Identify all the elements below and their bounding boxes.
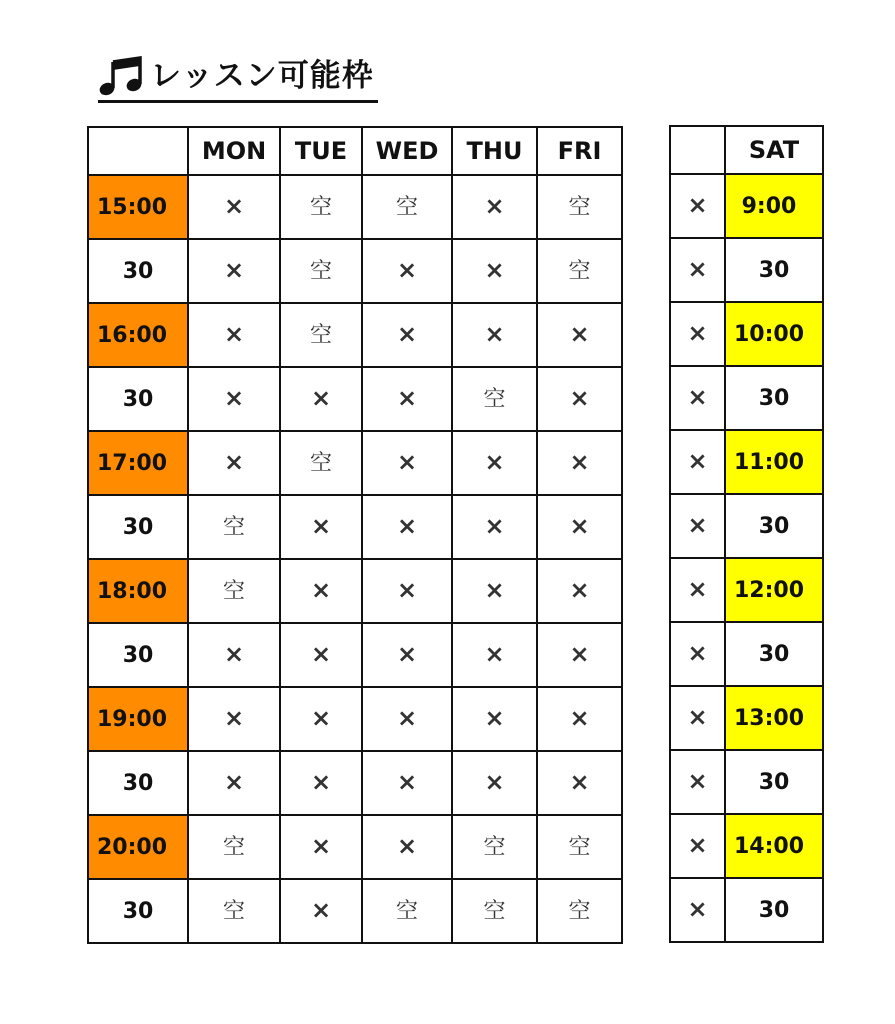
table-row bbox=[670, 558, 823, 622]
unavailable-mark: × bbox=[223, 768, 245, 796]
table-row bbox=[670, 174, 823, 238]
saturday-header-row bbox=[670, 126, 823, 174]
table-row bbox=[88, 239, 622, 303]
slot-cell bbox=[280, 239, 362, 303]
table-row bbox=[88, 559, 622, 623]
unavailable-mark: × bbox=[396, 512, 418, 540]
slot-cell bbox=[537, 751, 622, 815]
slot-cell bbox=[188, 303, 280, 367]
slot-cell bbox=[537, 687, 622, 751]
unavailable-mark: × bbox=[687, 447, 708, 475]
unavailable-mark: × bbox=[687, 895, 708, 923]
weekday-header-row bbox=[88, 127, 622, 175]
unavailable-mark: × bbox=[687, 703, 708, 731]
hour-time-cell: 13:00 bbox=[725, 686, 823, 750]
slot-cell bbox=[452, 815, 537, 879]
slot-cell bbox=[537, 367, 622, 431]
slot-cell bbox=[537, 559, 622, 623]
slot-cell bbox=[670, 302, 725, 366]
unavailable-mark: × bbox=[396, 384, 418, 412]
unavailable-mark: × bbox=[223, 256, 245, 284]
slot-cell bbox=[452, 623, 537, 687]
slot-cell bbox=[280, 623, 362, 687]
slot-cell bbox=[362, 687, 452, 751]
unavailable-mark: × bbox=[484, 512, 505, 540]
unavailable-mark: × bbox=[223, 192, 245, 220]
unavailable-mark: × bbox=[310, 512, 332, 540]
header-corner-cell bbox=[88, 127, 188, 175]
open-slot-mark: 空 bbox=[309, 194, 332, 220]
slot-cell bbox=[670, 558, 725, 622]
day-header-thu: THU bbox=[452, 127, 537, 175]
day-header-mon: MON bbox=[188, 127, 280, 175]
hour-time-cell: 12:00 bbox=[725, 558, 823, 622]
slot-cell bbox=[188, 623, 280, 687]
slot-cell bbox=[362, 623, 452, 687]
slot-cell bbox=[280, 879, 362, 943]
open-slot-mark: 空 bbox=[395, 194, 418, 220]
unavailable-mark: × bbox=[687, 191, 708, 219]
slot-cell bbox=[188, 815, 280, 879]
slot-cell bbox=[452, 687, 537, 751]
slot-cell bbox=[670, 238, 725, 302]
unavailable-mark: × bbox=[484, 192, 505, 220]
slot-cell bbox=[188, 879, 280, 943]
slot-cell bbox=[280, 495, 362, 559]
half-hour-time-cell: 30 bbox=[88, 879, 188, 943]
slot-cell bbox=[280, 751, 362, 815]
slot-cell bbox=[670, 878, 725, 942]
unavailable-mark: × bbox=[310, 384, 332, 412]
unavailable-mark: × bbox=[223, 448, 245, 476]
slot-cell bbox=[362, 751, 452, 815]
hour-time-cell: 20:00 bbox=[88, 815, 188, 879]
unavailable-mark: × bbox=[484, 768, 505, 796]
title-text: レッスン可能枠 bbox=[150, 58, 374, 94]
unavailable-mark: × bbox=[569, 384, 590, 412]
open-slot-mark: 空 bbox=[222, 898, 245, 924]
table-row bbox=[670, 366, 823, 430]
unavailable-mark: × bbox=[484, 640, 505, 668]
table-row bbox=[88, 879, 622, 943]
table-row bbox=[670, 686, 823, 750]
open-slot-mark: 空 bbox=[568, 258, 591, 284]
header-corner-cell bbox=[670, 126, 725, 174]
slot-cell bbox=[452, 431, 537, 495]
slot-cell bbox=[452, 559, 537, 623]
unavailable-mark: × bbox=[569, 640, 590, 668]
slot-cell bbox=[537, 303, 622, 367]
unavailable-mark: × bbox=[310, 832, 332, 860]
table-row bbox=[670, 622, 823, 686]
slot-cell bbox=[280, 367, 362, 431]
page-title bbox=[98, 52, 378, 103]
unavailable-mark: × bbox=[396, 576, 418, 604]
hour-time-cell: 11:00 bbox=[725, 430, 823, 494]
slot-cell bbox=[188, 239, 280, 303]
open-slot-mark: 空 bbox=[222, 834, 245, 860]
unavailable-mark: × bbox=[396, 256, 418, 284]
table-row bbox=[88, 431, 622, 495]
open-slot-mark: 空 bbox=[568, 194, 591, 220]
unavailable-mark: × bbox=[687, 831, 708, 859]
unavailable-mark: × bbox=[310, 768, 332, 796]
unavailable-mark: × bbox=[396, 448, 418, 476]
unavailable-mark: × bbox=[310, 704, 332, 732]
slot-cell bbox=[362, 239, 452, 303]
slot-cell bbox=[280, 815, 362, 879]
unavailable-mark: × bbox=[687, 767, 708, 795]
slot-cell bbox=[362, 367, 452, 431]
slot-cell bbox=[537, 175, 622, 239]
slot-cell bbox=[452, 495, 537, 559]
slot-cell bbox=[452, 175, 537, 239]
day-header-sat: SAT bbox=[725, 126, 823, 174]
table-row bbox=[88, 303, 622, 367]
slot-cell bbox=[188, 367, 280, 431]
unavailable-mark: × bbox=[310, 576, 332, 604]
slot-cell bbox=[452, 303, 537, 367]
slot-cell bbox=[537, 239, 622, 303]
half-hour-time-cell: 30 bbox=[725, 238, 823, 302]
slot-cell bbox=[188, 431, 280, 495]
slot-cell bbox=[670, 750, 725, 814]
day-header-fri: FRI bbox=[537, 127, 622, 175]
open-slot-mark: 空 bbox=[483, 834, 506, 860]
table-row bbox=[88, 367, 622, 431]
unavailable-mark: × bbox=[396, 640, 418, 668]
unavailable-mark: × bbox=[569, 704, 590, 732]
slot-cell bbox=[670, 814, 725, 878]
slot-cell bbox=[537, 623, 622, 687]
slot-cell bbox=[188, 495, 280, 559]
table-row bbox=[670, 238, 823, 302]
unavailable-mark: × bbox=[223, 384, 245, 412]
open-slot-mark: 空 bbox=[568, 898, 591, 924]
slot-cell bbox=[452, 239, 537, 303]
hour-time-cell: 15:00 bbox=[88, 175, 188, 239]
table-row bbox=[670, 302, 823, 366]
half-hour-time-cell: 30 bbox=[88, 495, 188, 559]
slot-cell bbox=[188, 751, 280, 815]
open-slot-mark: 空 bbox=[483, 898, 506, 924]
table-row bbox=[670, 494, 823, 558]
slot-cell bbox=[537, 879, 622, 943]
unavailable-mark: × bbox=[569, 512, 590, 540]
table-row bbox=[88, 175, 622, 239]
slot-cell bbox=[280, 431, 362, 495]
open-slot-mark: 空 bbox=[568, 834, 591, 860]
hour-time-cell: 10:00 bbox=[725, 302, 823, 366]
slot-cell bbox=[362, 175, 452, 239]
open-slot-mark: 空 bbox=[222, 514, 245, 540]
saturday-schedule-table bbox=[669, 125, 824, 943]
unavailable-mark: × bbox=[484, 704, 505, 732]
slot-cell bbox=[280, 175, 362, 239]
slot-cell bbox=[670, 622, 725, 686]
slot-cell bbox=[280, 303, 362, 367]
half-hour-time-cell: 30 bbox=[88, 239, 188, 303]
hour-time-cell: 16:00 bbox=[88, 303, 188, 367]
music-note-icon bbox=[98, 54, 146, 98]
half-hour-time-cell: 30 bbox=[88, 751, 188, 815]
open-slot-mark: 空 bbox=[309, 322, 332, 348]
slot-cell bbox=[188, 687, 280, 751]
hour-time-cell: 17:00 bbox=[88, 431, 188, 495]
hour-time-cell: 9:00 bbox=[725, 174, 823, 238]
table-row bbox=[88, 495, 622, 559]
table-row bbox=[88, 687, 622, 751]
slot-cell bbox=[280, 559, 362, 623]
unavailable-mark: × bbox=[484, 320, 505, 348]
unavailable-mark: × bbox=[396, 832, 418, 860]
table-row bbox=[88, 623, 622, 687]
slot-cell bbox=[537, 431, 622, 495]
slot-cell bbox=[362, 815, 452, 879]
hour-time-cell: 14:00 bbox=[725, 814, 823, 878]
slot-cell bbox=[670, 366, 725, 430]
slot-cell bbox=[452, 879, 537, 943]
unavailable-mark: × bbox=[310, 640, 332, 668]
unavailable-mark: × bbox=[223, 320, 245, 348]
open-slot-mark: 空 bbox=[309, 450, 332, 476]
slot-cell bbox=[452, 751, 537, 815]
hour-time-cell: 19:00 bbox=[88, 687, 188, 751]
unavailable-mark: × bbox=[484, 576, 505, 604]
unavailable-mark: × bbox=[396, 704, 418, 732]
half-hour-time-cell: 30 bbox=[725, 366, 823, 430]
slot-cell bbox=[537, 815, 622, 879]
table-row bbox=[88, 815, 622, 879]
unavailable-mark: × bbox=[569, 448, 590, 476]
slot-cell bbox=[537, 495, 622, 559]
day-header-wed: WED bbox=[362, 127, 452, 175]
slot-cell bbox=[362, 303, 452, 367]
slot-cell bbox=[670, 686, 725, 750]
unavailable-mark: × bbox=[687, 319, 708, 347]
slot-cell bbox=[188, 175, 280, 239]
day-header-tue: TUE bbox=[280, 127, 362, 175]
slot-cell bbox=[280, 687, 362, 751]
unavailable-mark: × bbox=[569, 320, 590, 348]
unavailable-mark: × bbox=[687, 575, 708, 603]
unavailable-mark: × bbox=[687, 255, 708, 283]
unavailable-mark: × bbox=[310, 896, 332, 924]
open-slot-mark: 空 bbox=[395, 898, 418, 924]
unavailable-mark: × bbox=[396, 768, 418, 796]
slot-cell bbox=[670, 430, 725, 494]
slot-cell bbox=[362, 559, 452, 623]
table-row bbox=[670, 878, 823, 942]
half-hour-time-cell: 30 bbox=[725, 622, 823, 686]
unavailable-mark: × bbox=[687, 383, 708, 411]
slot-cell bbox=[452, 367, 537, 431]
slot-cell bbox=[188, 559, 280, 623]
unavailable-mark: × bbox=[569, 768, 590, 796]
slot-cell bbox=[362, 879, 452, 943]
unavailable-mark: × bbox=[687, 639, 708, 667]
half-hour-time-cell: 30 bbox=[88, 367, 188, 431]
table-row bbox=[670, 814, 823, 878]
unavailable-mark: × bbox=[223, 704, 245, 732]
unavailable-mark: × bbox=[569, 576, 590, 604]
slot-cell bbox=[670, 174, 725, 238]
slot-cell bbox=[670, 494, 725, 558]
unavailable-mark: × bbox=[687, 511, 708, 539]
open-slot-mark: 空 bbox=[309, 258, 332, 284]
open-slot-mark: 空 bbox=[222, 578, 245, 604]
slot-cell bbox=[362, 495, 452, 559]
half-hour-time-cell: 30 bbox=[88, 623, 188, 687]
unavailable-mark: × bbox=[484, 448, 505, 476]
unavailable-mark: × bbox=[484, 256, 505, 284]
half-hour-time-cell: 30 bbox=[725, 750, 823, 814]
table-row bbox=[670, 430, 823, 494]
hour-time-cell: 18:00 bbox=[88, 559, 188, 623]
half-hour-time-cell: 30 bbox=[725, 878, 823, 942]
table-row bbox=[670, 750, 823, 814]
open-slot-mark: 空 bbox=[483, 386, 506, 412]
unavailable-mark: × bbox=[223, 640, 245, 668]
unavailable-mark: × bbox=[396, 320, 418, 348]
half-hour-time-cell: 30 bbox=[725, 494, 823, 558]
slot-cell bbox=[362, 431, 452, 495]
table-row bbox=[88, 751, 622, 815]
weekday-schedule-table bbox=[87, 126, 623, 944]
